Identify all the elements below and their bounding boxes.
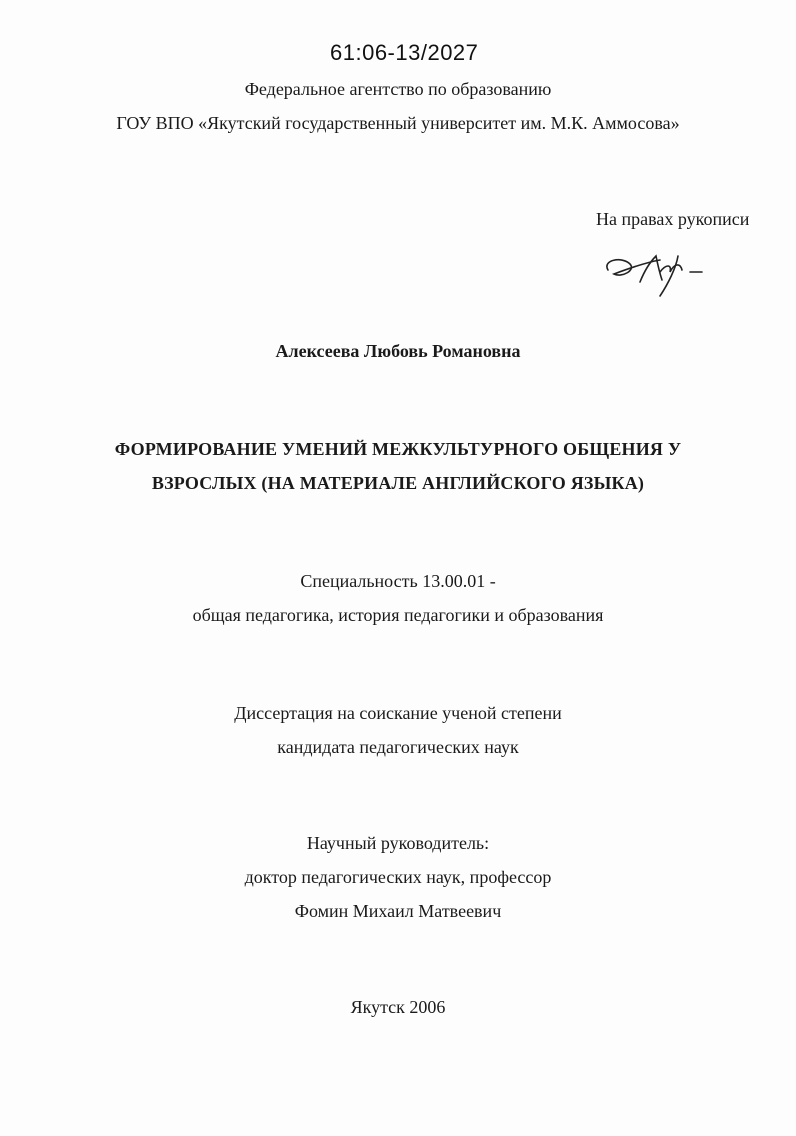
degree-statement: Диссертация на соискание ученой степени [234, 703, 562, 723]
author-name: Алексеева Любовь Романовна [275, 341, 521, 361]
thesis-title-line-2: ВЗРОСЛЫХ (НА МАТЕРИАЛЕ АНГЛИЙСКОГО ЯЗЫКА) [151, 473, 645, 493]
degree-name: кандидата педагогических наук [277, 737, 519, 757]
advisor-heading: Научный руководитель: [306, 833, 490, 853]
thesis-title-line-1: ФОРМИРОВАНИЕ УМЕНИЙ МЕЖКУЛЬТУРНОГО ОБЩЕНИЯ У [114, 439, 682, 459]
handwritten-signature [600, 242, 710, 300]
agency-name: Федеральное агентство по образованию [244, 79, 552, 99]
manuscript-rights-note: На правах рукописи [596, 209, 750, 229]
specialty-name: общая педагогика, история педагогики и образования [192, 605, 604, 625]
catalog-number: 61:06-13/2027 [330, 40, 479, 65]
advisor-name: Фомин Михаил Матвеевич [294, 901, 502, 921]
advisor-credentials: доктор педагогических наук, профессор [244, 867, 552, 887]
place-and-year: Якутск 2006 [350, 997, 446, 1017]
university-name: ГОУ ВПО «Якутский государственный университет им. М.К. Аммосова» [116, 113, 680, 133]
specialty-code: Специальность 13.00.01 - [300, 571, 496, 591]
